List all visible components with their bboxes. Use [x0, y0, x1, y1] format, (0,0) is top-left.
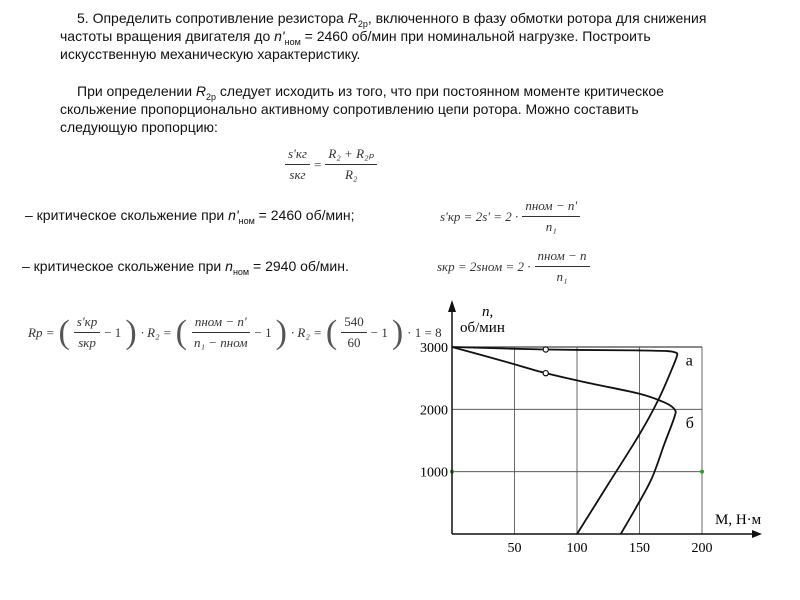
x-label: M, Н·м [715, 512, 762, 528]
operating-point-marker [543, 347, 548, 352]
text: = 2460 об/мин при номинальной нагрузке. Построить искусственную механическую характеристику. [60, 28, 651, 62]
mult: · R₂ = [140, 324, 172, 340]
sub: ном [284, 37, 301, 47]
y-tick-label: 2000 [420, 403, 448, 419]
minus: − 1 [104, 324, 122, 340]
denominator: sкр [78, 335, 96, 350]
x-tick-label: 100 [566, 541, 588, 556]
curve-b [452, 347, 676, 534]
text: , включенного в фазу обмотки ротора для снижения частоты вращения двигателя до [60, 10, 707, 44]
equals: = [314, 156, 322, 172]
var-n: n' [274, 28, 285, 44]
y-axis-arrow [448, 300, 456, 312]
numerator: R₂ + R₂ₚ [325, 146, 377, 165]
guide-point [700, 470, 704, 474]
minus: − 1 [370, 324, 388, 340]
numerator: 540 [341, 314, 367, 333]
result-formula: Rр = ( $\frac{s'кр}{\text{sкр}}$ − 1 ) · R₂ = ( $\frac{\text{nном − n'}}{\text{n₁ − nном}}$ − 1 ) · R₂ = ( $\frac{540}{60}$ − 1 ) · 1 = 8 [28, 313, 442, 351]
lhs: s'кр = 2s' = 2 · [440, 208, 519, 224]
numerator: s'кг [285, 146, 310, 165]
denominator: n₁ [556, 269, 568, 284]
numerator: nном − n' [522, 198, 580, 217]
var-R: R [347, 10, 358, 26]
mult: · R₂ = [290, 324, 322, 340]
var: n' [228, 207, 239, 223]
denominator: sкг [289, 167, 306, 182]
tail: · 1 = 8 [407, 324, 442, 340]
text: – критическое скольжение при [22, 258, 226, 274]
lhs: sкр = 2sном = 2 · [437, 258, 531, 274]
sub: 2р [357, 19, 368, 29]
y-label-n: n, [482, 304, 494, 320]
var: n [225, 258, 233, 274]
operating-point-marker [543, 371, 548, 376]
sub: ном [232, 267, 250, 277]
numerator: nном − n [535, 248, 590, 267]
text: При определении [77, 83, 196, 99]
numerator: nном − n' [192, 314, 250, 333]
minus: − 1 [254, 324, 272, 340]
sub: 2р [206, 92, 217, 102]
text: следует исходить из того, что при постоянном моменте критическое скольжение пропорционально активному сопротивлению цепи ротора. Можно составить следующую пропорцию: [60, 83, 664, 135]
text: 5. Определить сопротивление резистора [77, 10, 348, 26]
curve-label: а [685, 352, 693, 370]
x-axis-arrow [752, 530, 762, 538]
numerator: s'кр [74, 314, 100, 333]
y-tick-label: 1000 [420, 465, 448, 481]
var-R: R [195, 83, 207, 99]
x-tick-label: 200 [691, 541, 713, 556]
curve-label: б [685, 415, 694, 433]
value: = 2460 об/мин; [254, 207, 355, 223]
x-tick-label: 150 [629, 541, 650, 556]
x-tick-label: 50 [507, 541, 522, 556]
sub: ном [238, 216, 255, 226]
denominator: R₂ [344, 167, 358, 182]
lhs: Rр = [28, 324, 55, 340]
denominator: n₁ − nном [193, 335, 248, 350]
value: = 2940 об/мин. [249, 258, 349, 274]
y-label-unit: об/мин [460, 320, 505, 336]
curve-a [452, 347, 677, 534]
y-tick-label: 3000 [420, 341, 448, 356]
denominator: 60 [347, 335, 361, 350]
denominator: n₁ [545, 219, 557, 234]
text: – критическое скольжение при [25, 207, 229, 223]
